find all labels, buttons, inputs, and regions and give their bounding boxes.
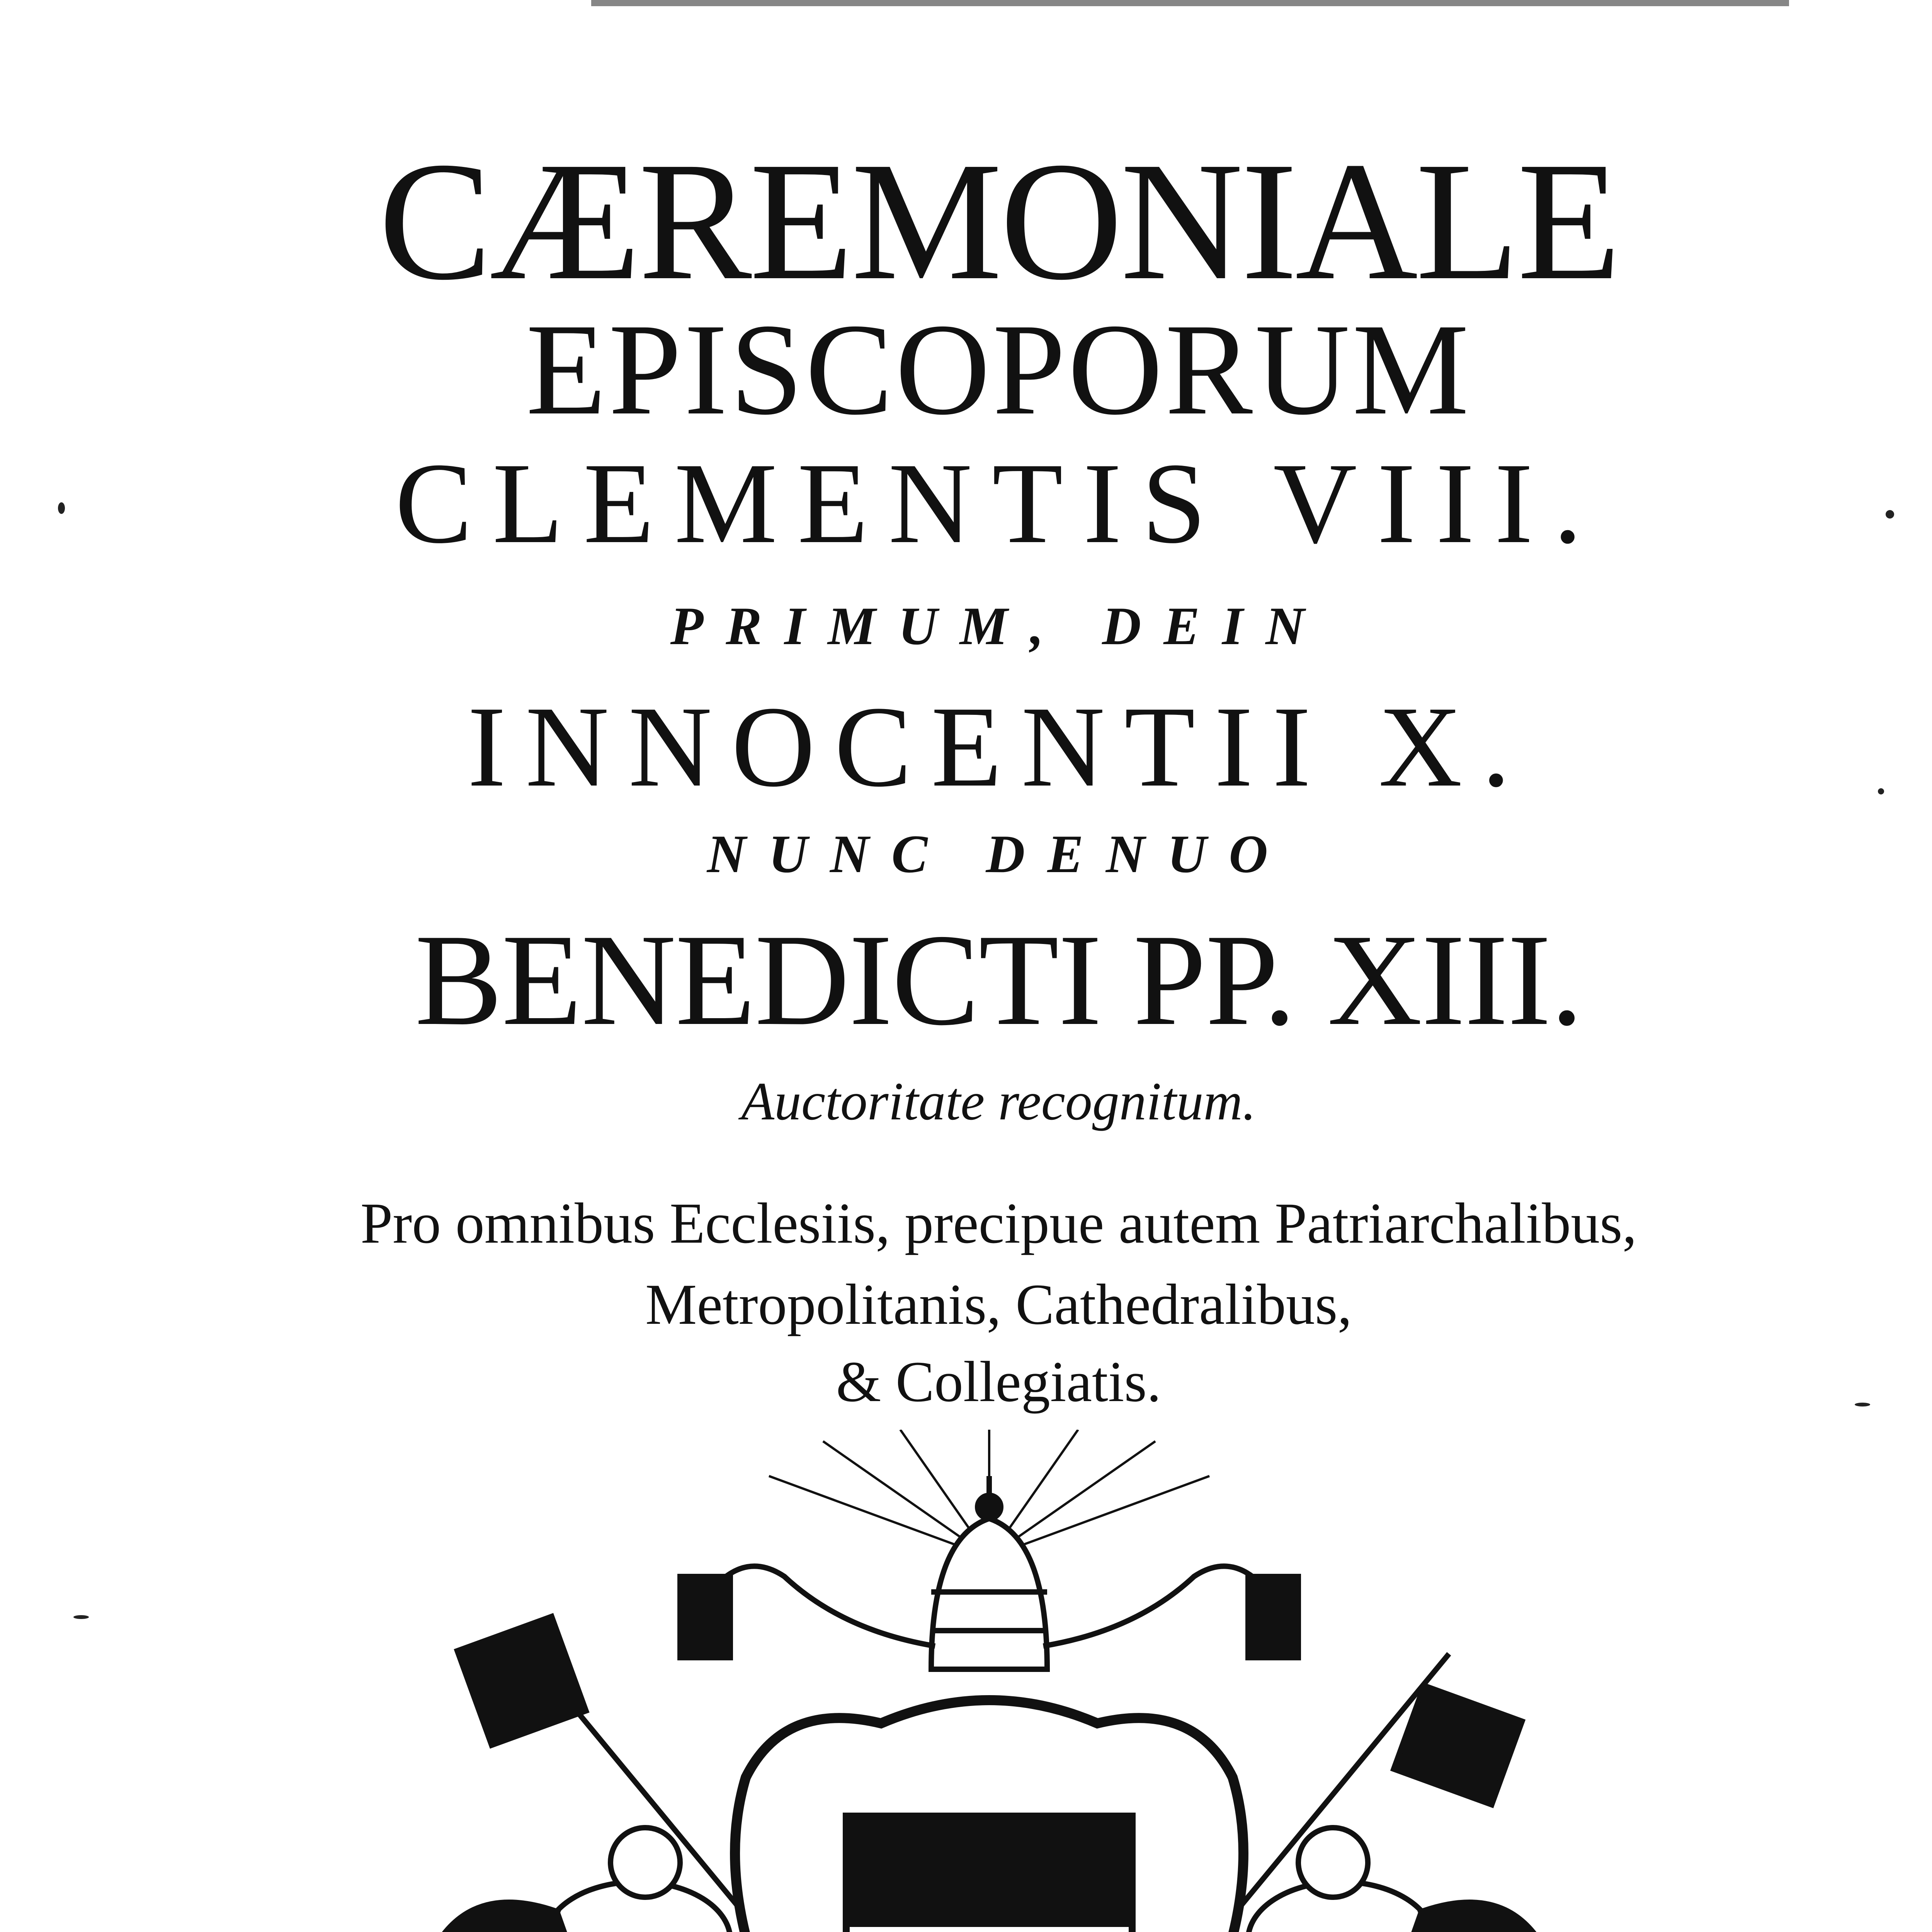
right-ribbon [1043,1566,1279,1646]
auctoritate-line: Auctoritate recognitum. [741,1071,1256,1131]
dedication-line-1: Pro omnibus Ecclesiis, precipue autem Patriarchalibus, [360,1191,1637,1255]
subtitle-nunc-denuo: NUNC DENUO [707,824,1291,884]
title-line-benedicti: BENEDICTI PP. XIII. [415,907,1583,1053]
papal-tiara [931,1476,1047,1669]
left-lappet [680,1577,730,1658]
title-line-caeremoniale: CÆREMONIALE [378,127,1619,315]
dedication-line-3: & Collegiatis. [836,1350,1162,1414]
left-ribbon [699,1566,935,1646]
title-line-clementis: CLEMENTIS VIII. [395,439,1602,567]
ink-speck [1855,1403,1870,1406]
title-line-innocentii: INNOCENTII X. [467,682,1530,811]
dedication-line-2: Metropolitanis, Cathedralibus, [645,1272,1352,1337]
shield-chief [846,1816,1132,1924]
right-lappet [1248,1577,1298,1658]
ink-speck [73,1615,89,1619]
title-line-episcoporum: EPISCOPORUM [526,296,1471,442]
ink-speck [1886,510,1894,519]
ink-speck [1878,788,1884,794]
papal-coat-of-arms-engraving [398,1430,1580,1932]
top-edge-mark [591,0,1789,6]
ink-speck [58,502,65,514]
subtitle-primum-dein: PRIMUM, DEIN [670,596,1327,656]
